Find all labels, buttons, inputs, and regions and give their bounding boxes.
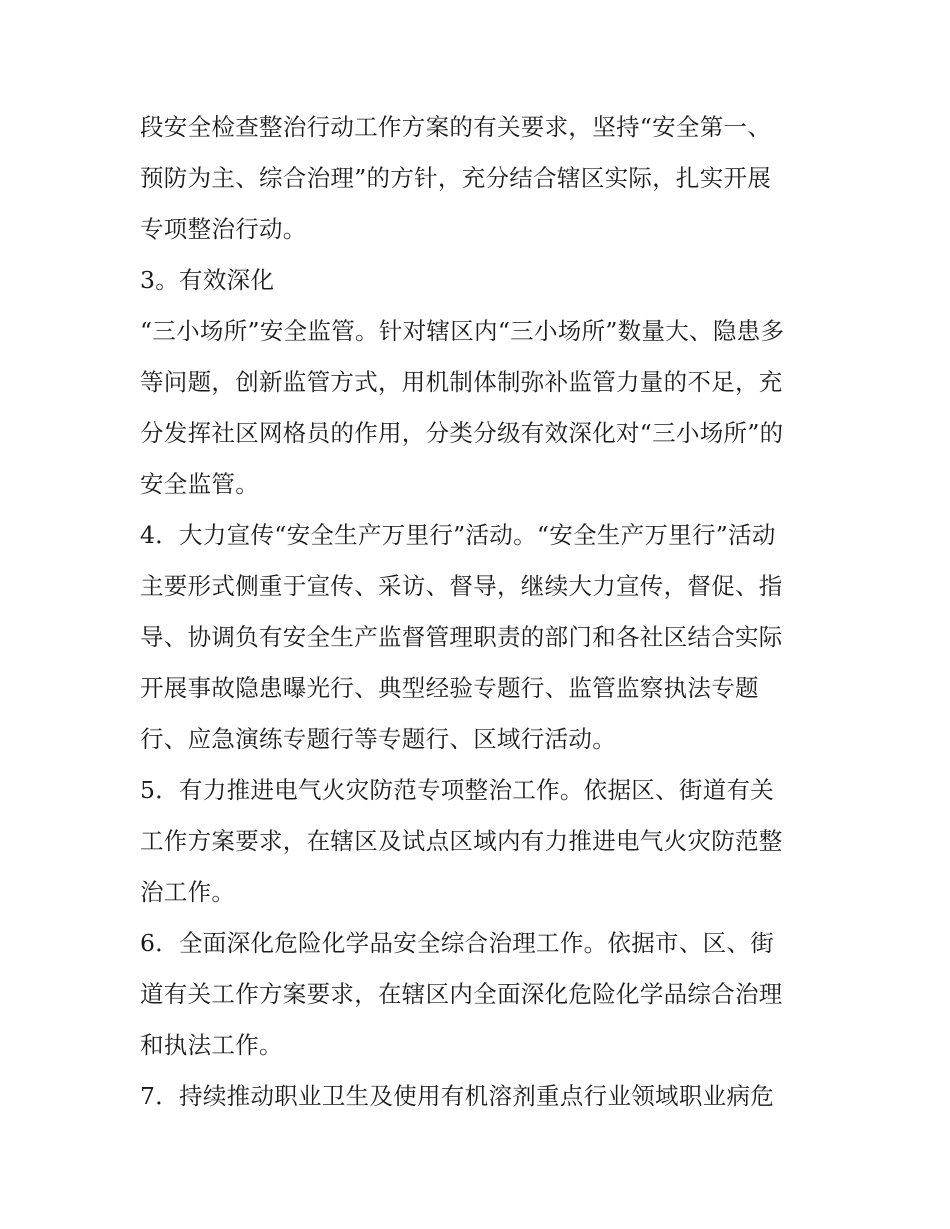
text-line: 主要形式侧重于宣传、采访、督导，继续大力宣传，督促、指 <box>140 572 783 600</box>
text-line: 分发挥社区网格员的作用，分类分级有效深化对“三小场所”的 <box>140 419 784 447</box>
text-line: 行、应急演练专题行等专题行、区域行活动。 <box>140 725 616 753</box>
text-line: 导、协调负有安全生产监督管理职责的部门和各社区结合实际 <box>140 623 783 651</box>
document-body <box>140 102 820 1122</box>
text-line: 段安全检查整治行动工作方案的有关要求，坚持“安全第一、 <box>140 113 772 141</box>
text-line: 4．大力宣传“安全生产万里行”活动。“安全生产万里行”活动 <box>140 521 776 549</box>
text-line: 道有关工作方案要求，在辖区内全面深化危险化学品综合治理 <box>140 980 783 1008</box>
text-line: 7．持续推动职业卫生及使用有机溶剂重点行业领域职业病危 <box>140 1082 775 1110</box>
text-line: “三小场所”安全监管。针对辖区内“三小场所”数量大、隐患多 <box>140 317 785 345</box>
text-line: 安全监管。 <box>140 470 259 498</box>
text-line: 等问题，创新监管方式，用机制体制弥补监管力量的不足，充 <box>140 368 783 396</box>
text-line: 开展事故隐患曝光行、典型经验专题行、监管监察执法专题 <box>140 674 759 702</box>
text-line: 预防为主、综合治理”的方针，充分结合辖区实际，扎实开展 <box>140 164 772 192</box>
text-line: 6．全面深化危险化学品安全综合治理工作。依据市、区、街 <box>140 929 775 957</box>
text-line: 5．有力推进电气火灾防范专项整治工作。依据区、街道有关 <box>140 776 775 804</box>
text-line: 治工作。 <box>140 878 236 906</box>
text-line: 和执法工作。 <box>140 1031 283 1059</box>
text-line: 工作方案要求，在辖区及试点区域内有力推进电气火灾防范整 <box>140 827 783 855</box>
section-heading: 3。有效深化 <box>140 266 275 294</box>
text-line: 专项整治行动。 <box>140 215 307 243</box>
